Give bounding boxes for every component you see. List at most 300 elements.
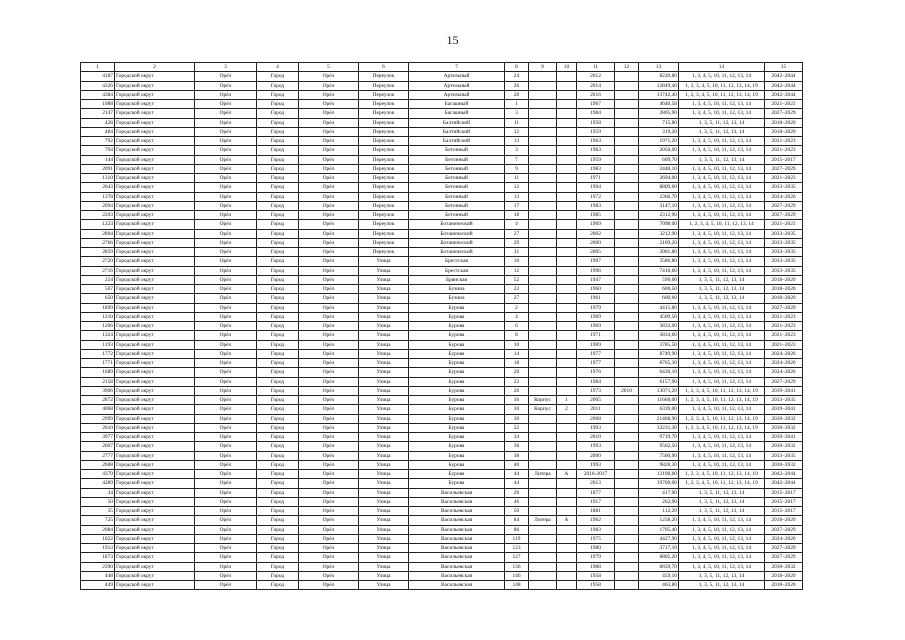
table-cell	[529, 414, 557, 423]
table-cell: 3	[505, 146, 529, 155]
table-cell: Бурова	[409, 368, 505, 377]
table-cell: 2366,70	[639, 192, 679, 201]
table-cell: Орёл	[195, 192, 257, 201]
table-cell	[557, 488, 577, 497]
table-cell	[615, 414, 639, 423]
table-cell	[557, 275, 577, 284]
table-cell: 2608	[81, 460, 115, 469]
table-cell: 30	[505, 396, 529, 405]
table-cell: Городской округ	[115, 174, 195, 183]
table-cell: Городской округ	[115, 396, 195, 405]
table-cell: 4415,80	[639, 303, 679, 312]
table-cell: Орёл	[299, 201, 359, 210]
table-cell: 1, 2, 3, 4, 5, 10, 11, 12, 13, 14, 19	[679, 423, 765, 432]
table-cell: Городской округ	[115, 118, 195, 127]
table-cell: 2015–2017	[765, 488, 803, 497]
table-cell: Улица	[359, 377, 409, 386]
table-cell: 22	[505, 285, 529, 294]
table-cell	[615, 581, 639, 590]
table-cell	[557, 451, 577, 460]
table-cell: 254	[81, 275, 115, 284]
table-cell: Городской округ	[115, 562, 195, 571]
table-row	[81, 405, 803, 414]
table-cell: 12	[505, 266, 529, 275]
table-cell	[615, 562, 639, 571]
table-cell: 2610	[81, 423, 115, 432]
table-cell: 3977	[81, 433, 115, 442]
table-cell: 1771	[81, 359, 115, 368]
table-cell: Город	[257, 266, 299, 275]
table-cell: Ботанический	[409, 220, 505, 229]
table-cell: 1, 3, 4, 5, 10, 11, 12, 13, 14	[679, 516, 765, 525]
table-cell: 1962	[577, 516, 615, 525]
table-cell: Улица	[359, 414, 409, 423]
table-cell: Бетонный	[409, 183, 505, 192]
table-cell: Орёл	[299, 72, 359, 81]
table-cell: 144	[81, 155, 115, 164]
table-cell: Васильевская	[409, 525, 505, 534]
table-cell: Городской округ	[115, 72, 195, 81]
table-cell: Орёл	[299, 442, 359, 451]
table-cell: 1, 3, 4, 5, 10, 11, 12, 13, 14	[679, 303, 765, 312]
table-cell: Орёл	[195, 349, 257, 358]
table-cell: Городской округ	[115, 201, 195, 210]
table-cell: 1, 3, 4, 5, 10, 11, 12, 13, 14	[679, 257, 765, 266]
table-cell: Орёл	[195, 137, 257, 146]
table-cell	[529, 377, 557, 386]
table-cell: Городской округ	[115, 127, 195, 136]
table-cell: 6339,00	[639, 405, 679, 414]
table-cell: Орёл	[195, 368, 257, 377]
table-cell	[529, 127, 557, 136]
table-cell: Городской округ	[115, 211, 195, 220]
table-cell: Городской округ	[115, 183, 195, 192]
table-cell: 3833,00	[639, 322, 679, 331]
table-cell: Орёл	[195, 460, 257, 469]
table-cell	[557, 571, 577, 580]
table-cell: Васильевская	[409, 488, 505, 497]
table-cell	[529, 581, 557, 590]
table-cell	[615, 257, 639, 266]
table-cell: 2013	[577, 479, 615, 488]
table-cell	[557, 312, 577, 321]
table-cell: 44	[505, 479, 529, 488]
table-cell: 12849,40	[639, 81, 679, 90]
table-cell: Город	[257, 414, 299, 423]
table-cell: 2030–2032	[765, 442, 803, 451]
housing-register-table	[80, 62, 803, 590]
table-cell	[615, 331, 639, 340]
table-cell: Городской округ	[115, 229, 195, 238]
table-cell: 3717,10	[639, 544, 679, 553]
table-cell: 2094	[81, 201, 115, 210]
table-cell: 2021–2023	[765, 174, 803, 183]
table-cell: Орёл	[195, 331, 257, 340]
table-cell: Переулок	[359, 90, 409, 99]
table-cell: 2720	[81, 257, 115, 266]
table-cell: Переулок	[359, 81, 409, 90]
table-cell	[615, 571, 639, 580]
table-cell: Орёл	[195, 294, 257, 303]
table-cell: Городской округ	[115, 497, 195, 506]
table-cell: Городской округ	[115, 516, 195, 525]
table-cell: 2021–2023	[765, 331, 803, 340]
table-cell: Городской округ	[115, 164, 195, 173]
table-cell: 6	[505, 322, 529, 331]
table-cell	[615, 127, 639, 136]
table-cell: 13071,20	[639, 386, 679, 395]
table-cell: Орёл	[299, 275, 359, 284]
table-cell	[615, 405, 639, 414]
table-cell: 146	[505, 571, 529, 580]
table-cell	[615, 229, 639, 238]
table-cell: 4326	[81, 81, 115, 90]
column-header: 7	[409, 63, 505, 72]
table-row	[81, 544, 803, 553]
table-cell	[557, 137, 577, 146]
table-cell	[615, 359, 639, 368]
table-cell: 1, 3, 5, 11, 12, 13, 14	[679, 118, 765, 127]
table-cell: 148	[505, 581, 529, 590]
table-cell: 4379	[81, 470, 115, 479]
table-cell: Город	[257, 507, 299, 516]
table-cell: 459,10	[639, 571, 679, 580]
table-cell: 1963	[577, 137, 615, 146]
table-cell: Городской округ	[115, 571, 195, 580]
table-cell	[557, 322, 577, 331]
table-cell: 1971,20	[639, 137, 679, 146]
table-cell	[529, 497, 557, 506]
table-cell: Город	[257, 137, 299, 146]
table-cell: Городской округ	[115, 359, 195, 368]
table-cell: 1977	[577, 359, 615, 368]
table-cell: 2016-2017	[577, 470, 615, 479]
table-cell: Бетонный	[409, 146, 505, 155]
table-cell: 1976	[577, 368, 615, 377]
table-cell: 4427,90	[639, 534, 679, 543]
table-cell: 32	[505, 423, 529, 432]
table-cell	[557, 229, 577, 238]
table-cell	[529, 146, 557, 155]
table-cell	[557, 220, 577, 229]
table-cell: 27	[505, 229, 529, 238]
table-cell: Переулок	[359, 100, 409, 109]
table-cell: 2027–2029	[765, 201, 803, 210]
table-row	[81, 90, 803, 99]
table-cell: Орёл	[195, 220, 257, 229]
table-cell: Орёл	[299, 516, 359, 525]
table-cell: Переулок	[359, 192, 409, 201]
table-cell: 46	[505, 497, 529, 506]
table-cell: 1, 3, 5, 11, 12, 13, 14	[679, 127, 765, 136]
table-cell: Город	[257, 155, 299, 164]
table-cell: 2039–2041	[765, 433, 803, 442]
table-cell: 86	[505, 525, 529, 534]
table-cell: Орёл	[195, 100, 257, 109]
table-cell: Орёл	[195, 72, 257, 81]
table-cell: Орёл	[195, 155, 257, 164]
table-cell: Орёл	[195, 340, 257, 349]
table-cell: Улица	[359, 581, 409, 590]
table-cell	[529, 109, 557, 118]
table-cell: 1969	[577, 220, 615, 229]
table-cell: Город	[257, 72, 299, 81]
table-cell	[557, 525, 577, 534]
table-cell: 127	[505, 553, 529, 562]
table-cell	[529, 479, 557, 488]
table-cell: 2027–2029	[765, 109, 803, 118]
table-cell: 2024–2026	[765, 192, 803, 201]
table-row	[81, 377, 803, 386]
table-cell: 1705,40	[639, 525, 679, 534]
table-cell: 1, 3, 4, 5, 10, 11, 12, 13, 14	[679, 562, 765, 571]
table-cell: 2016	[577, 90, 615, 99]
table-cell: 1984	[577, 377, 615, 386]
table-row	[81, 423, 803, 432]
table-row	[81, 581, 803, 590]
table-cell	[557, 553, 577, 562]
table-cell: Орёл	[195, 451, 257, 460]
table-cell: Городской округ	[115, 368, 195, 377]
table-cell: 50	[505, 507, 529, 516]
table-row	[81, 359, 803, 368]
table-cell: Улица	[359, 312, 409, 321]
table-cell	[557, 146, 577, 155]
table-cell: Бурова	[409, 303, 505, 312]
table-row	[81, 201, 803, 210]
table-cell: 2448,10	[639, 164, 679, 173]
table-cell: Городской округ	[115, 544, 195, 553]
table-cell: 567	[81, 285, 115, 294]
table-cell: Улица	[359, 340, 409, 349]
table-cell	[557, 174, 577, 183]
table-cell: 11660,00	[639, 396, 679, 405]
table-cell: 1, 3, 4, 5, 10, 11, 12, 13, 14	[679, 544, 765, 553]
table-cell: Бурова	[409, 322, 505, 331]
table-cell: 1, 2, 3, 4, 5, 10, 11, 12, 13, 14, 19	[679, 479, 765, 488]
table-cell: 123	[505, 544, 529, 553]
table-cell: 1899	[81, 303, 115, 312]
table-cell: Орёл	[195, 516, 257, 525]
column-header: 5	[299, 63, 359, 72]
table-cell: 3586,80	[639, 257, 679, 266]
table-cell: 84	[505, 516, 529, 525]
table-cell	[557, 248, 577, 257]
table-cell: 2024–2026	[765, 368, 803, 377]
table-cell: 600,60	[639, 294, 679, 303]
table-cell: Бурова	[409, 442, 505, 451]
table-cell: Переулок	[359, 174, 409, 183]
table-cell: Орёл	[195, 183, 257, 192]
table-cell	[557, 266, 577, 275]
table-cell: 2018–2020	[765, 118, 803, 127]
table-row	[81, 146, 803, 155]
table-cell: 8220,80	[639, 72, 679, 81]
table-cell: Ботанический	[409, 238, 505, 247]
table-row	[81, 211, 803, 220]
table-row	[81, 322, 803, 331]
table-cell: 2039–2041	[765, 386, 803, 395]
table-cell: 1958	[577, 118, 615, 127]
table-cell	[615, 340, 639, 349]
table-row	[81, 442, 803, 451]
table-cell: 3147,10	[639, 201, 679, 210]
table-cell: Орёл	[195, 544, 257, 553]
table-cell: 2312,90	[639, 211, 679, 220]
table-cell: Васильевская	[409, 497, 505, 506]
table-cell	[615, 109, 639, 118]
table-cell: 7	[505, 155, 529, 164]
table-cell: Улица	[359, 488, 409, 497]
table-cell: Улица	[359, 553, 409, 562]
table-cell	[615, 211, 639, 220]
table-cell: Орёл	[299, 248, 359, 257]
table-row	[81, 497, 803, 506]
table-cell: 1223	[81, 220, 115, 229]
table-cell	[615, 544, 639, 553]
table-cell	[529, 192, 557, 201]
table-cell	[529, 220, 557, 229]
table-cell	[615, 470, 639, 479]
table-cell: Орёл	[299, 174, 359, 183]
table-row	[81, 257, 803, 266]
table-cell: Городской округ	[115, 507, 195, 516]
table-cell: 2804	[81, 229, 115, 238]
table-cell: 2021–2023	[765, 220, 803, 229]
table-cell: 12100,60	[639, 470, 679, 479]
table-cell: 2042–2044	[765, 470, 803, 479]
table-cell: Городской округ	[115, 146, 195, 155]
table-cell	[557, 386, 577, 395]
table-cell: Городской округ	[115, 100, 195, 109]
table-cell	[615, 349, 639, 358]
table-cell: Улица	[359, 275, 409, 284]
table-cell: 1877	[577, 488, 615, 497]
table-cell: Васильевская	[409, 562, 505, 571]
table-cell: Орёл	[299, 183, 359, 192]
table-cell: 2033–2035	[765, 183, 803, 192]
table-cell: 1961	[577, 294, 615, 303]
table-cell: 2000	[577, 238, 615, 247]
table-cell: Орёл	[299, 359, 359, 368]
table-cell: 3212,90	[639, 229, 679, 238]
table-cell	[529, 155, 557, 164]
table-cell: Орёл	[195, 396, 257, 405]
table-cell: А	[557, 470, 577, 479]
table-cell: 1980	[577, 544, 615, 553]
table-cell: 725	[81, 516, 115, 525]
table-cell: 1993	[577, 423, 615, 432]
table-cell: 1, 2, 3, 4, 5, 10, 11, 12, 13, 14, 19	[679, 386, 765, 395]
table-cell: 9	[505, 164, 529, 173]
table-cell: Улица	[359, 257, 409, 266]
table-cell: 1959	[577, 127, 615, 136]
table-row	[81, 303, 803, 312]
table-cell: 2030–2032	[765, 460, 803, 469]
table-cell: Орёл	[299, 349, 359, 358]
table-row	[81, 571, 803, 580]
table-cell: 2716	[81, 266, 115, 275]
table-cell: 2018–2020	[765, 294, 803, 303]
table-cell	[529, 201, 557, 210]
table-cell: 1, 3, 5, 11, 12, 13, 14	[679, 571, 765, 580]
table-cell: Ботанический	[409, 229, 505, 238]
table-cell: Улица	[359, 349, 409, 358]
table-cell: Город	[257, 322, 299, 331]
table-cell	[529, 164, 557, 173]
column-header: 3	[195, 63, 257, 72]
table-cell	[557, 183, 577, 192]
table-cell: 2018–2020	[765, 581, 803, 590]
table-cell: Орёл	[299, 322, 359, 331]
table-cell: 1, 3, 4, 5, 10, 11, 12, 13, 14	[679, 322, 765, 331]
table-cell: Орёл	[195, 525, 257, 534]
table-cell: 1, 3, 4, 5, 10, 11, 12, 13, 14	[679, 534, 765, 543]
table-cell: 2000	[577, 451, 615, 460]
table-cell	[615, 201, 639, 210]
table-cell: Орёл	[299, 229, 359, 238]
table-cell: Город	[257, 294, 299, 303]
table-cell: Орёл	[299, 137, 359, 146]
table-cell: Улица	[359, 470, 409, 479]
table-cell: Городской округ	[115, 303, 195, 312]
table-cell: Городской округ	[115, 470, 195, 479]
table-cell: 1, 3, 4, 5, 10, 11, 12, 13, 14	[679, 229, 765, 238]
table-cell: Орёл	[299, 507, 359, 516]
table-row	[81, 183, 803, 192]
table-cell: Городской округ	[115, 553, 195, 562]
table-cell	[529, 571, 557, 580]
table-cell	[529, 137, 557, 146]
table-cell: Орёл	[195, 164, 257, 173]
table-cell: 1984	[577, 109, 615, 118]
table-cell: 1, 3, 5, 11, 12, 13, 14	[679, 581, 765, 590]
table-cell: 1, 3, 5, 11, 12, 13, 14	[679, 497, 765, 506]
table-cell: 12	[505, 183, 529, 192]
table-cell	[529, 451, 557, 460]
table-cell: 1881	[577, 507, 615, 516]
table-cell: Городской округ	[115, 294, 195, 303]
table-cell: 1, 3, 5, 11, 12, 13, 14	[679, 294, 765, 303]
table-cell: Орёл	[195, 534, 257, 543]
table-cell: 22	[505, 377, 529, 386]
table-cell: Городской округ	[115, 238, 195, 247]
table-cell: 2042–2044	[765, 72, 803, 81]
table-row	[81, 118, 803, 127]
table-cell: Город	[257, 340, 299, 349]
table-cell	[615, 137, 639, 146]
table-row	[81, 562, 803, 571]
table-cell: Город	[257, 312, 299, 321]
table-cell: Переулок	[359, 155, 409, 164]
table-cell: Улица	[359, 442, 409, 451]
table-cell: Васильевская	[409, 534, 505, 543]
table-cell: 4384	[81, 90, 115, 99]
table-cell: Город	[257, 285, 299, 294]
table-cell: Город	[257, 396, 299, 405]
table-cell: 2169,20	[639, 238, 679, 247]
table-cell: 1, 2, 3, 4, 5, 10, 11, 12, 13, 14	[679, 220, 765, 229]
table-cell: 1967	[577, 100, 615, 109]
table-row	[81, 220, 803, 229]
table-cell: 2084	[81, 525, 115, 534]
table-cell: 2030–2032	[765, 423, 803, 432]
table-cell: Орёл	[299, 220, 359, 229]
table-cell: 3	[505, 109, 529, 118]
table-cell: 650	[81, 294, 115, 303]
table-cell: 1969	[577, 340, 615, 349]
table-cell: Орёл	[299, 423, 359, 432]
